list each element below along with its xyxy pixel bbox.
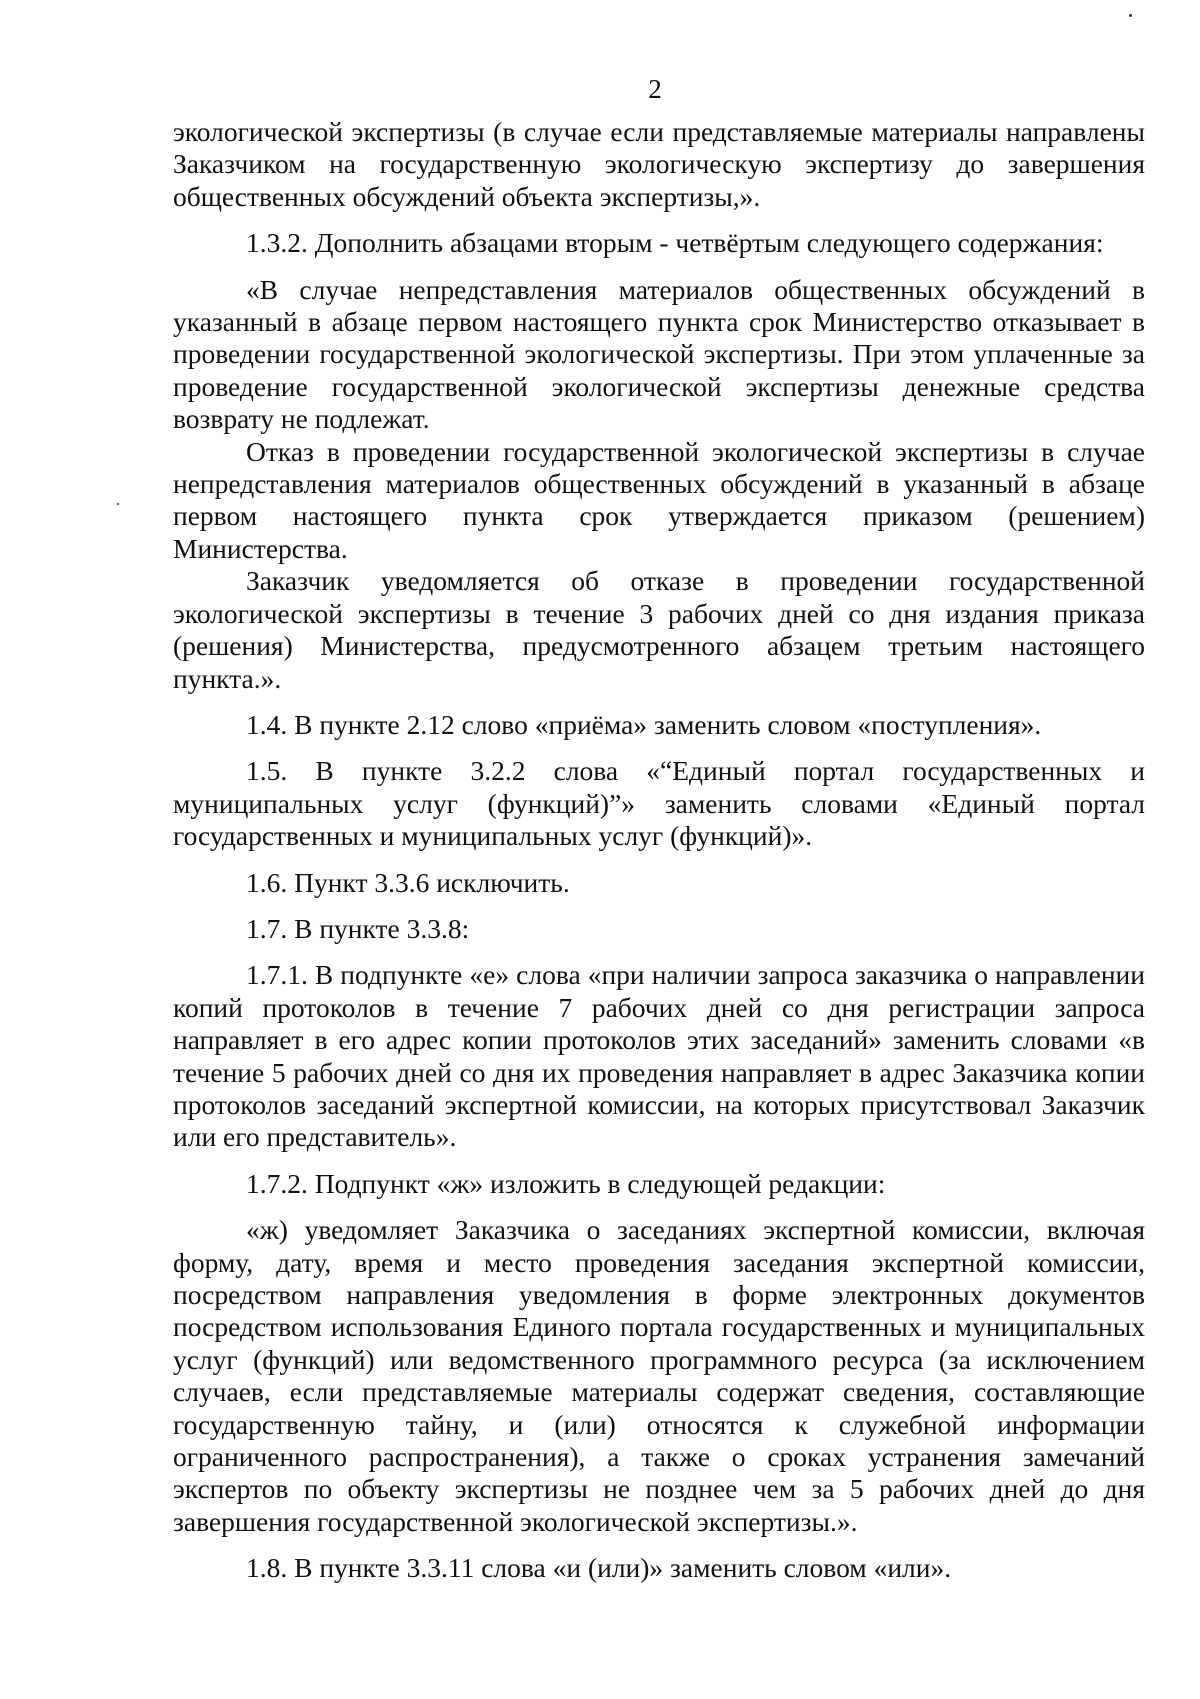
paragraph-quote-zh: «ж) уведомляет Заказчика о заседаниях экспертной комиссии, включая форму, дату, время и место проведения заседания экспертной комиссии, посредством направления уведомления в форме электронных документов посредством использования Единого портала государственных и муниципальных услуг (функций) или ведомственного программного ресурса (за исключением случаев, если представляемые материалы содержат сведения, составляющие государственную тайну, и (или) относятся к служебной информации ограниченного распространения), а также о сроках устранения замечаний экспертов по объекту экспертизы не позднее чем за 5 рабочих дней до дня завершения государственной экологической экспертизы.». (173, 1214, 1145, 1537)
paragraph-item-1-7-1: 1.7.1. В подпункте «е» слова «при наличии запроса заказчика о направлении копий протоколов в течение 7 рабочих дней со дня регистрации запроса направляет в его адрес копии протоколов этих заседаний» заменить словами «в течение 5 рабочих дней со дня их проведения направляет в адрес Заказчика копии протоколов заседаний экспертной комиссии, на которых присутствовал Заказчик или его представитель». (173, 959, 1145, 1153)
paragraph-item-1-7: 1.7. В пункте 3.3.8: (246, 912, 470, 944)
scan-speck (1129, 14, 1132, 17)
paragraph-notification: Заказчик уведомляется об отказе в проведении государственной экологической экспертизы в течение 3 рабочих дней со дня издания приказа (решения) Министерства, предусмотренного абзацем третьим настоящего пункта.». (173, 565, 1145, 694)
paragraph-quote-start: «В случае непредставления материалов общественных обсуждений в указанный в абзаце первом настоящего пункта срок Министерство отказывает в проведении государственной экологической экспертизы. При этом уплаченные за проведение государственной экологической экспертизы денежные средства возврату не подлежат. (173, 273, 1145, 435)
paragraph-item-1-3-2: 1.3.2. Дополнить абзацами вторым - четвёртым следующего содержания: (246, 227, 1104, 259)
page-number: 2 (648, 74, 662, 104)
paragraph-continuation: экологической экспертизы (в случае если представляемые материалы направлены Заказчиком на государственную экологическую экспертизу до завершения общественных обсуждений объекта экспертизы,». (173, 116, 1145, 212)
paragraph-item-1-7-2: 1.7.2. Подпункт «ж» изложить в следующей редакции: (246, 1167, 886, 1199)
paragraph-item-1-6: 1.6. Пункт 3.3.6 исключить. (246, 866, 570, 898)
document-body (173, 116, 1145, 1585)
paragraph-item-1-5: 1.5. В пункте 3.2.2 слова «“Единый портал государственных и муниципальных услуг (функций)”» заменить словами «Единый портал государственных и муниципальных услуг (функций)». (173, 755, 1145, 852)
paragraph-item-1-4: 1.4. В пункте 2.12 слово «приёма» заменить словом «поступления». (246, 708, 1042, 740)
paragraph-item-1-8: 1.8. В пункте 3.3.11 слова «и (или)» заменить словом «или». (246, 1552, 952, 1584)
scan-speck (117, 503, 119, 505)
paragraph-refusal: Отказ в проведении государственной экологической экспертизы в случае непредставления материалов общественных обсуждений в указанный в абзаце первом настоящего пункта срок утверждается приказом (решением) Министерства. (173, 435, 1145, 564)
